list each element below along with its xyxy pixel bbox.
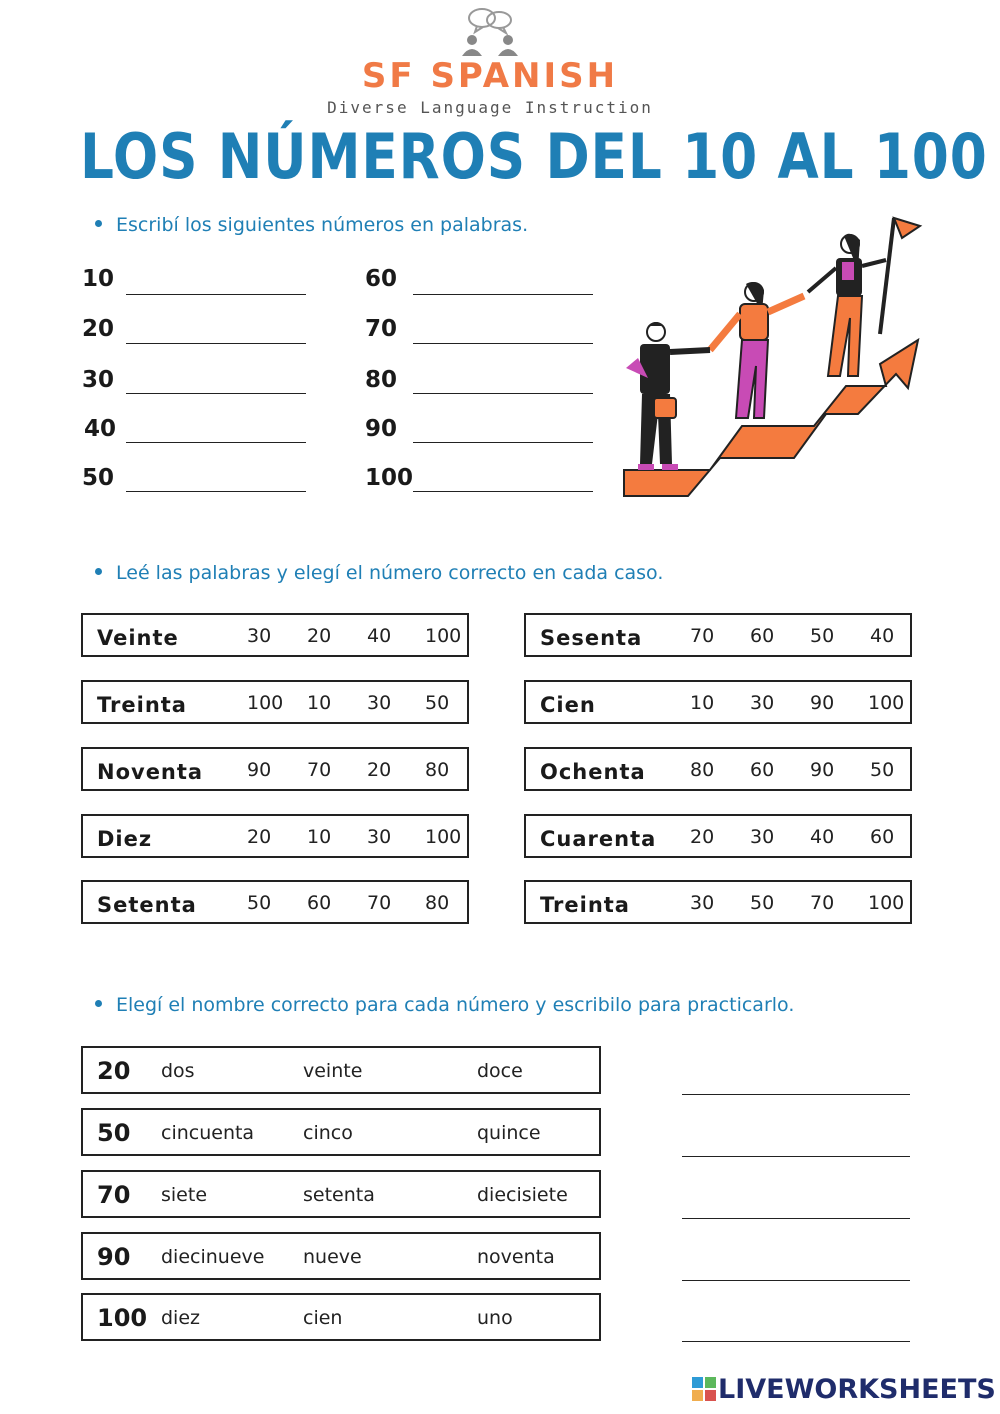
match-box [81,880,469,924]
answer-line[interactable] [126,393,306,394]
number-word: Ochenta [540,760,646,784]
liveworksheets-logo-icon [692,1377,716,1401]
name-choice[interactable]: noventa [477,1246,555,1268]
number-word: Noventa [97,760,204,784]
climbing-team-illustration [618,208,928,500]
name-choice[interactable]: uno [477,1307,513,1329]
name-choice[interactable]: veinte [303,1060,363,1082]
match-box [524,814,912,858]
match-box [81,613,469,657]
number-option[interactable]: 20 [690,826,715,848]
choice-row [81,1170,601,1218]
number-option[interactable]: 80 [425,759,450,781]
number-word: Veinte [97,626,179,650]
choice-row [81,1232,601,1280]
number-option[interactable]: 30 [367,692,392,714]
liveworksheets-footer[interactable]: LIVEWORKSHEETS [718,1374,996,1405]
practice-answer-line[interactable] [682,1218,910,1219]
practice-answer-line[interactable] [682,1094,910,1095]
match-box [81,680,469,724]
answer-line[interactable] [126,343,306,344]
match-box [81,814,469,858]
match-box [524,613,912,657]
choice-row [81,1046,601,1094]
number-word: Treinta [540,893,630,917]
name-choice[interactable]: cien [303,1307,343,1329]
number-label: 20 [82,316,115,342]
number-word: Cien [540,693,596,717]
answer-line[interactable] [126,491,306,492]
instruction-3-text: Elegí el nombre correcto para cada número y escribilo para practicarlo. [116,994,795,1016]
practice-answer-line[interactable] [682,1280,910,1281]
number-option[interactable]: 20 [247,826,272,848]
number-word: Sesenta [540,626,643,650]
answer-line[interactable] [413,442,593,443]
answer-line[interactable] [413,491,593,492]
answer-line[interactable] [126,294,306,295]
name-choice[interactable]: cinco [303,1122,353,1144]
number-option[interactable]: 70 [307,759,332,781]
match-box [81,747,469,791]
practice-answer-line[interactable] [682,1156,910,1157]
number-word: Treinta [97,693,187,717]
number-label: 70 [365,316,398,342]
number-option[interactable]: 70 [810,892,835,914]
match-box [524,680,912,724]
name-choice[interactable]: setenta [303,1184,375,1206]
number-option[interactable]: 100 [425,625,462,647]
number-label: 50 [82,465,115,491]
row-number: 100 [97,1304,148,1332]
match-box [524,880,912,924]
number-label: 80 [365,367,398,393]
number-option[interactable]: 50 [810,625,835,647]
name-choice[interactable]: diecisiete [477,1184,568,1206]
logo-people-icon [455,6,525,58]
number-option[interactable]: 100 [247,692,284,714]
number-option[interactable]: 30 [247,625,272,647]
row-number: 70 [97,1181,131,1209]
number-option[interactable]: 90 [810,692,835,714]
number-option[interactable]: 20 [307,625,332,647]
number-option[interactable]: 30 [750,826,775,848]
number-label: 40 [84,416,117,442]
number-option[interactable]: 70 [367,892,392,914]
page-title: LOS NÚMEROS DEL 10 AL 100 [80,120,988,193]
number-option[interactable]: 80 [425,892,450,914]
bullet-icon [95,220,102,227]
number-option[interactable]: 50 [425,692,450,714]
number-option[interactable]: 20 [367,759,392,781]
name-choice[interactable]: cincuenta [161,1122,255,1144]
choice-row [81,1293,601,1341]
brand-tagline: Diverse Language Instruction [327,98,653,117]
number-option[interactable]: 40 [367,625,392,647]
choice-row [81,1108,601,1156]
number-option[interactable]: 100 [425,826,462,848]
number-option[interactable]: 60 [870,826,895,848]
number-option[interactable]: 30 [750,692,775,714]
number-label: 10 [82,266,115,292]
number-option[interactable]: 70 [690,625,715,647]
brand-name: SF SPANISH [361,56,619,96]
number-option[interactable]: 10 [690,692,715,714]
practice-answer-line[interactable] [682,1341,910,1342]
instruction-2-text: Leé las palabras y elegí el número correcto en cada caso. [116,562,664,584]
number-word: Diez [97,827,153,851]
number-option[interactable]: 50 [750,892,775,914]
bullet-icon [95,1000,102,1007]
number-option[interactable]: 50 [247,892,272,914]
answer-line[interactable] [413,343,593,344]
name-choice[interactable]: diez [161,1307,201,1329]
number-word: Cuarenta [540,827,657,851]
number-option[interactable]: 80 [690,759,715,781]
number-option[interactable]: 40 [810,826,835,848]
name-choice[interactable]: dos [161,1060,195,1082]
name-choice[interactable]: diecinueve [161,1246,265,1268]
instruction-1 [95,214,528,236]
number-option[interactable]: 60 [307,892,332,914]
row-number: 20 [97,1057,131,1085]
name-choice[interactable]: doce [477,1060,523,1082]
number-label: 90 [365,416,398,442]
number-option[interactable]: 10 [307,826,332,848]
number-option[interactable]: 90 [247,759,272,781]
number-label: 30 [82,367,115,393]
number-option[interactable]: 50 [870,759,895,781]
answer-line[interactable] [413,393,593,394]
match-box [524,747,912,791]
number-option[interactable]: 100 [868,692,905,714]
row-number: 90 [97,1243,131,1271]
number-label: 100 [365,465,414,491]
instruction-1-text: Escribí los siguientes números en palabras. [116,214,529,236]
number-option[interactable]: 90 [810,759,835,781]
name-choice[interactable]: siete [161,1184,208,1206]
number-option[interactable]: 10 [307,692,332,714]
number-option[interactable]: 60 [750,759,775,781]
name-choice[interactable]: quince [477,1122,541,1144]
row-number: 50 [97,1119,131,1147]
bullet-icon [95,568,102,575]
instruction-2 [95,562,663,584]
number-option[interactable]: 30 [690,892,715,914]
number-word: Setenta [97,893,197,917]
number-option[interactable]: 100 [868,892,905,914]
instruction-3 [95,994,794,1016]
name-choice[interactable]: nueve [303,1246,362,1268]
number-option[interactable]: 60 [750,625,775,647]
number-label: 60 [365,266,398,292]
number-option[interactable]: 40 [870,625,895,647]
answer-line[interactable] [126,442,306,443]
answer-line[interactable] [413,294,593,295]
number-option[interactable]: 30 [367,826,392,848]
